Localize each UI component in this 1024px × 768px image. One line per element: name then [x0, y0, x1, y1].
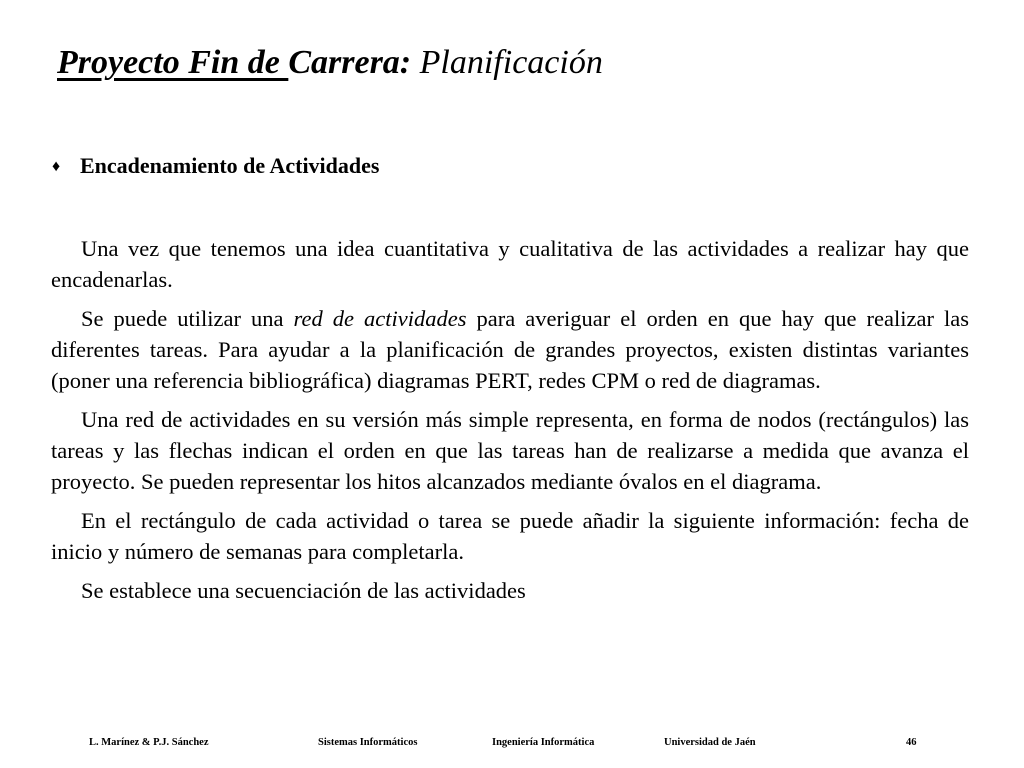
footer-page-number: 46	[906, 737, 917, 748]
paragraph-chaining-intro: Una vez que tenemos una idea cuantitativa y cualitativa de las actividades a realizar hay que encadenarlas.	[51, 236, 969, 292]
body-text	[51, 233, 969, 614]
paragraph-rectangle-info: En el rectángulo de cada actividad o tarea se puede añadir la siguiente información: fecha de inicio y número de semanas para completarla.	[51, 508, 969, 564]
title-project: Proyecto Fin de	[57, 44, 289, 81]
paragraph-activity-network-start: Se puede utilizar una	[81, 306, 294, 331]
section-heading	[52, 152, 379, 181]
paragraph-activity-network	[51, 303, 969, 396]
paragraph-network-description: Una red de actividades en su versión más simple representa, en forma de nodos (rectángulos) las tareas y las flechas indican el orden en que las tareas han de realizarse a medida que avanza el proyecto. Se pueden representar los hitos alcanzados mediante óvalos en el diagrama.	[51, 407, 969, 494]
section-heading-text: Encadenamiento de Actividades	[80, 153, 380, 178]
footer-degree: Ingeniería Informática	[492, 737, 595, 748]
activity-network-term: red de actividades	[293, 306, 467, 331]
paragraph-activity-network-end: para averiguar el orden en que hay que realizar las diferentes tareas. Para ayudar a la planificación de grandes proyectos, existen distintas variantes (poner una referencia bibliográfica) diagramas PERT, redes CPM o red de diagramas.	[51, 306, 969, 393]
slide-footer	[0, 736, 1024, 750]
slide-title	[57, 43, 603, 83]
diamond-bullet-icon: ♦	[52, 158, 61, 175]
footer-course: Sistemas Informáticos	[318, 737, 418, 748]
footer-authors: L. Marínez & P.J. Sánchez	[89, 737, 209, 748]
footer-university: Universidad de Jaén	[664, 737, 756, 748]
title-planning: Planificación	[419, 44, 603, 81]
title-career: Carrera:	[288, 44, 412, 81]
paragraph-sequencing: Se establece una secuenciación de las actividades	[81, 578, 526, 603]
